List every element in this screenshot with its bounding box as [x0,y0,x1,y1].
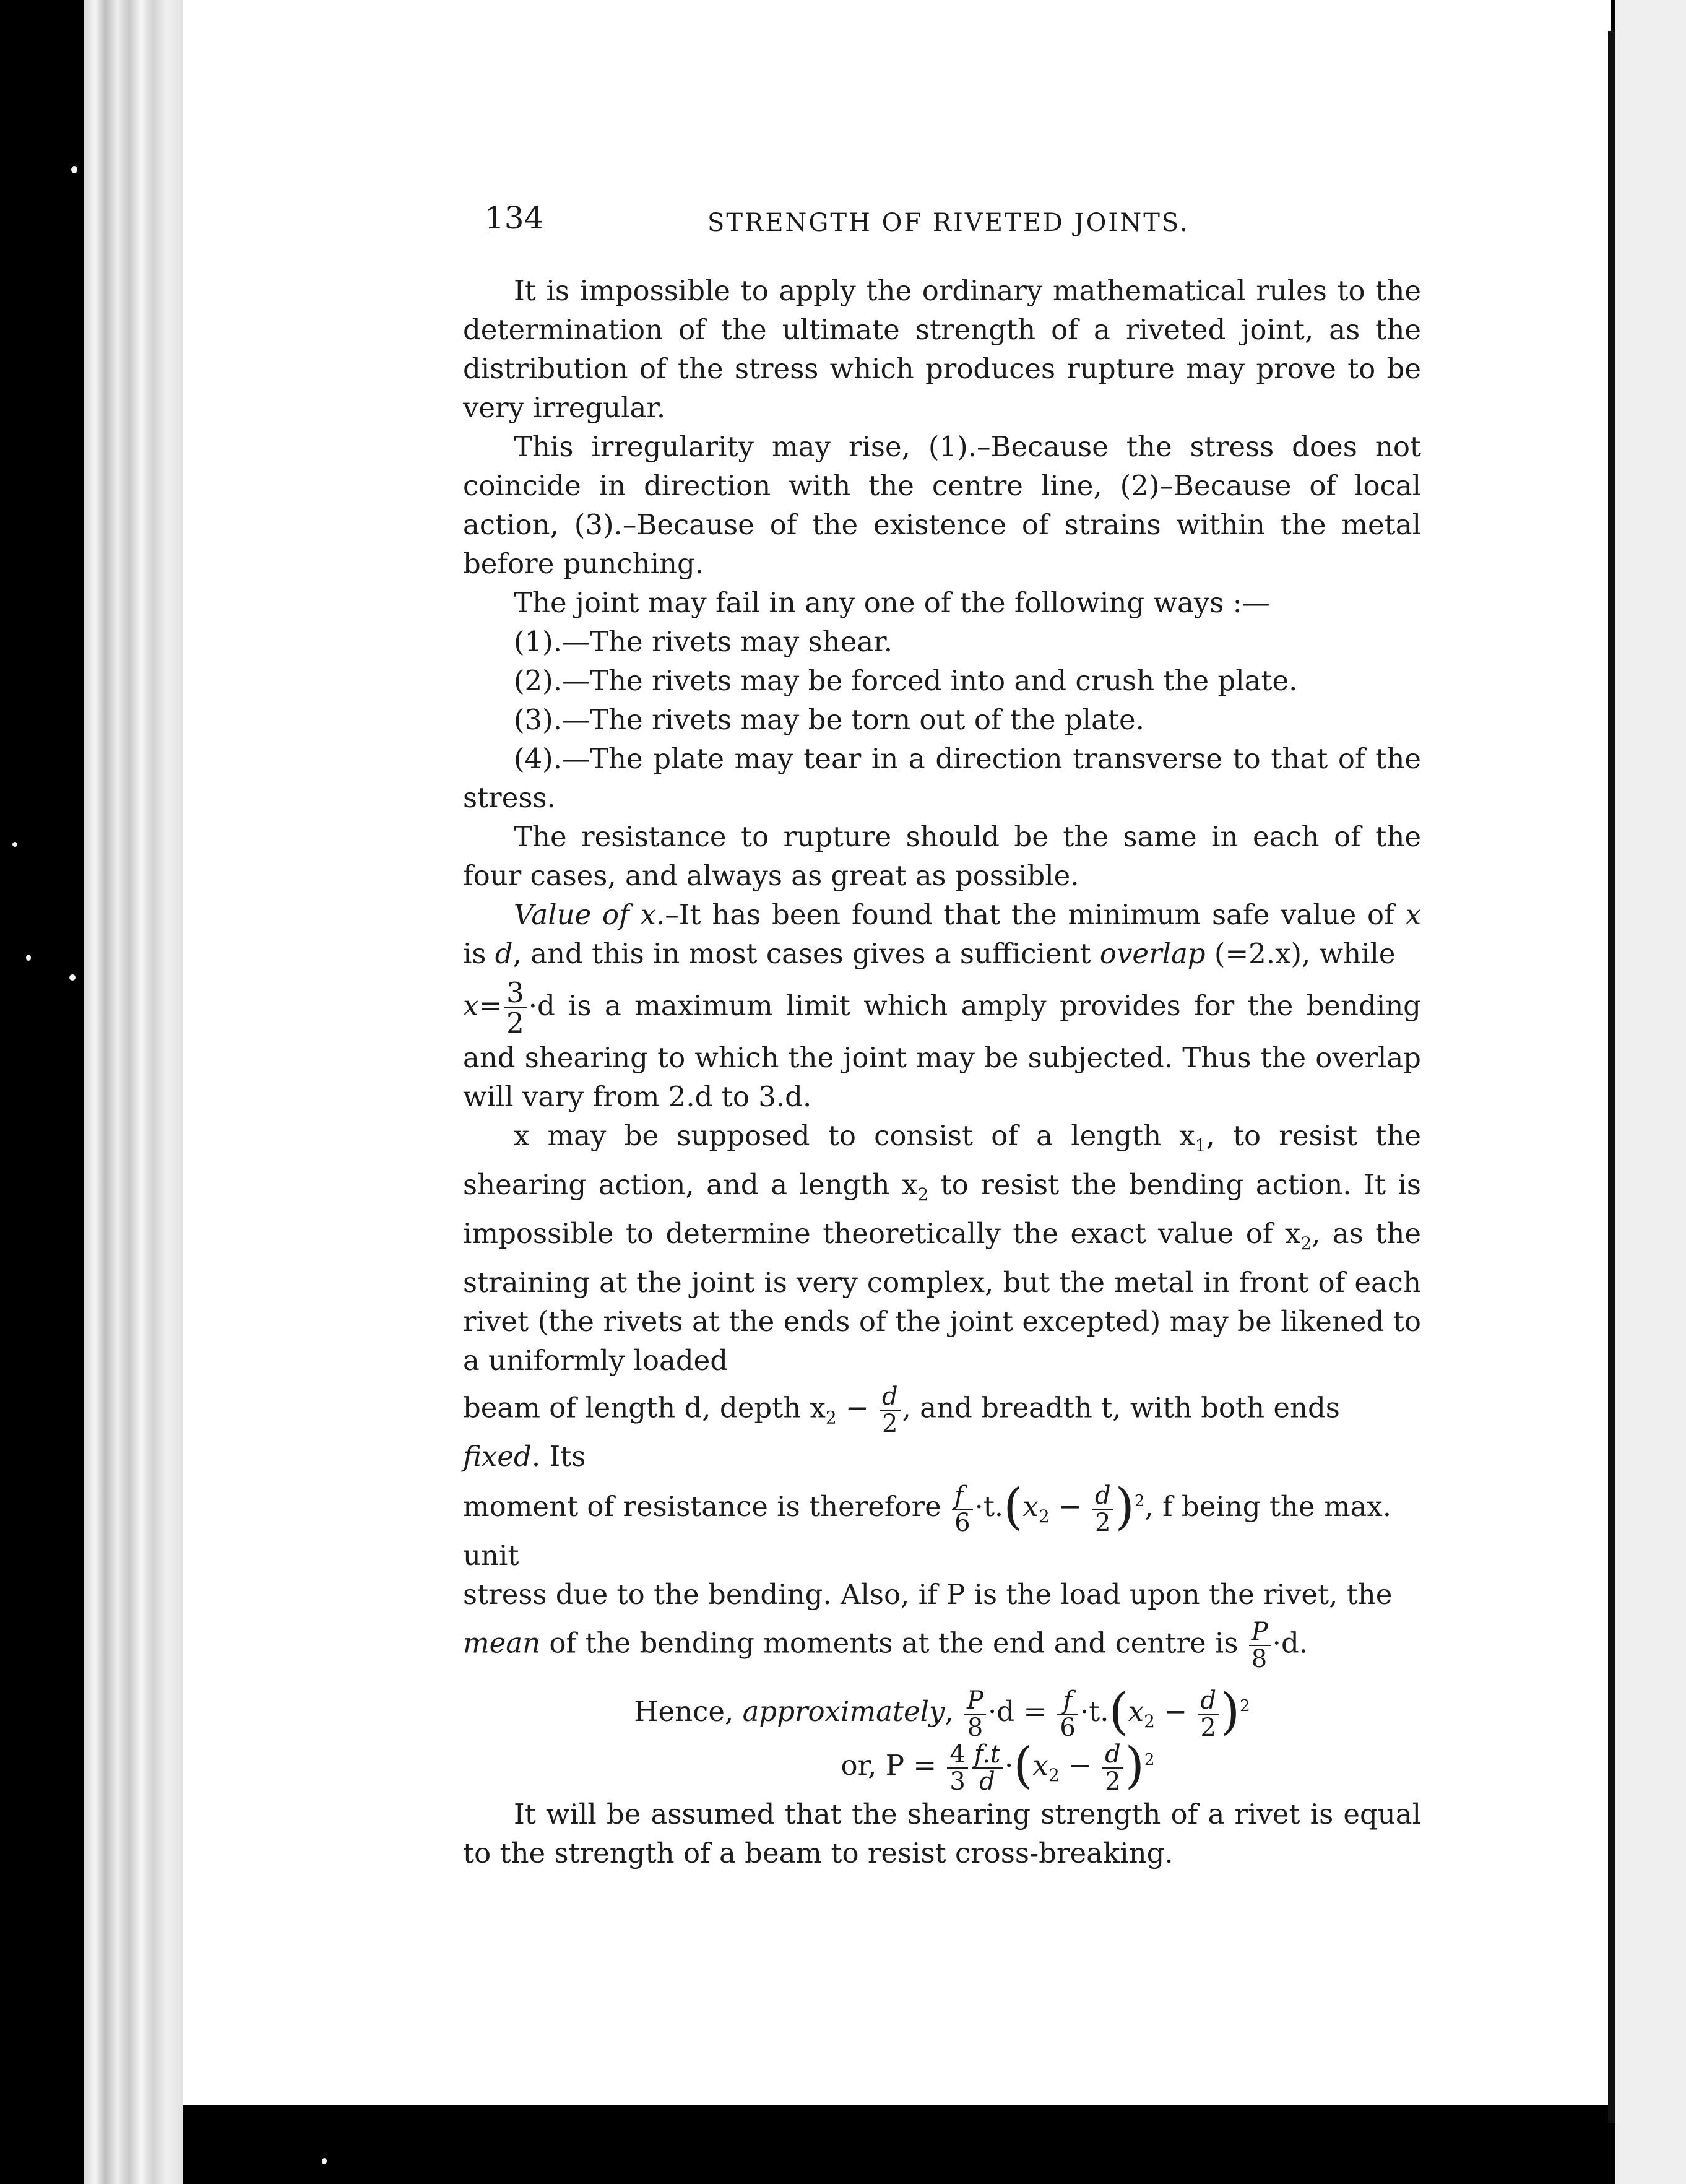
scan-speck [322,2158,327,2164]
fraction-3-2: $\frac{3}{2}$ [504,978,527,1038]
section-label: Value of x. [514,898,665,931]
running-title: STRENGTH OF RIVETED JOINTS. [707,209,1190,237]
fraction-f-6: $\frac{f}{6}$ [952,1483,972,1536]
scan-speck [26,955,31,961]
book-spine-edges [84,0,183,2184]
scan-speck [71,166,77,173]
paragraph-8: moment of resistance is therefore $\frac{f}{6}$ $\cdot t.(x_2$ − $\frac{d}{2}$ )$^2$, f being the max. unit [463,1477,1392,1572]
paragraph-2: This irregularity may rise, (1).–Because the stress does not coincide in direction with the centre line, (2)–Because of local action, (3).–Because of the existence of strains within the metal before punching. [463,430,1421,580]
list-item-3: (3).—The rivets may be torn out of the plate. [514,703,1144,736]
paragraph-5-cont: x= $\frac{3}{2}$ ·d is a maximum limit which amply provides for the bending and shearing to which the joint may be subjected. Thus the overlap will vary from 2.d to 3.d. [463,976,1421,1113]
equation-2: or, P = $\frac{4}{3}$ $\frac{f.t}{d}$ $\cdot(x_2$ − $\frac{d}{2}$ )$^2$ [841,1736,1155,1796]
paragraph-11: It will be assumed that the shearing strength of a rivet is equal to the strength of a beam to resist cross-breaking. [463,1798,1421,1870]
list-item-1: (1).—The rivets may shear. [514,625,893,658]
paragraph-6: x may be supposed to consist of a length $x_1$, to resist the shearing action, and a length $x_2$ to resist the bending action. It is impossible to determine theoretically the exact value of $x_2$, as the straining at the joint is very complex, but the metal in front of each rivet (the rivets at the ends of the joint excepted) may be likened to a uniformly loaded [463,1119,1421,1377]
page-body [463,271,1421,1873]
paragraph-10: mean of the bending moments at the end and centre is $\frac{P}{8}$ ·d. [463,1618,1308,1673]
paragraph-4: The resistance to rupture should be the same in each of the four cases, and always as great as possible. [463,820,1421,892]
fixed-term: fixed [463,1440,532,1473]
list-item-2: (2).—The rivets may be forced into and crush the plate. [514,664,1298,697]
paragraph-5: Value of x.–It has been found that the minimum safe value of x is d, and this in most cases gives a sufficient overlap (=2.x), while [463,898,1421,970]
paragraph-1: It is impossible to apply the ordinary mathematical rules to the determination of the ultimate strength of a riveted joint, as the distribution of the stress which produces rupture may prove to be very irregular. [463,274,1421,424]
fraction-d-2: $\frac{d}{2}$ [880,1384,901,1437]
page-right-edge [1608,31,1615,2123]
fraction-d-2: $\frac{d}{2}$ [1092,1483,1113,1536]
equation-1: Hence, approximately, $\frac{P}{8}$ ·d = $\frac{f}{6}$ $\cdot t.(x_2$ − $\frac{d}{2}$ )$^2$ [634,1682,1250,1742]
fraction-p-8: $\frac{P}{8}$ [1249,1619,1271,1672]
scan-speck [12,842,17,847]
list-item-4: (4).—The plate may tear in a direction transverse to that of the stress. [463,742,1421,814]
paragraph-9: stress due to the bending. Also, if P is the load upon the rivet, the [463,1578,1393,1611]
scan-speck [69,974,76,981]
paragraph-3: The joint may fail in any one of the following ways :— [514,586,1270,619]
overlap-term: overlap [1099,937,1206,970]
mean-term: mean [463,1626,541,1660]
scan-margin [1615,0,1686,2184]
page-header [485,200,1413,249]
paragraph-7: beam of length d, depth $x_2$ − $\frac{d}{2}$ , and breadth t, with both ends fixed. Its [463,1382,1340,1473]
page-number: 134 [485,200,544,236]
